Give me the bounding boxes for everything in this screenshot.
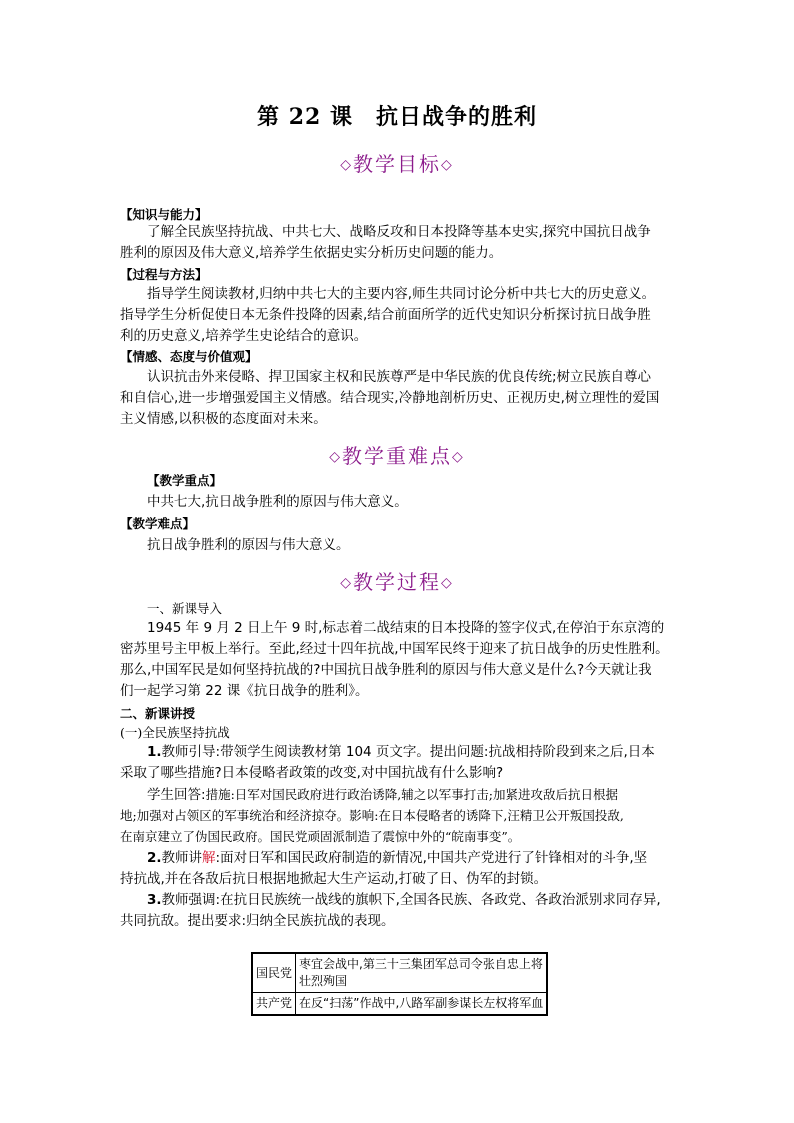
teacher-explain-line: 2.教师讲解:面对日军和国民政府制造的新情况,中国共产党进行了针锋相对的斗争,坚 [147,850,648,866]
item-number: 3. [147,892,162,908]
section-title: 教学目标 [353,152,441,176]
student-answer-line: 地;加强对占领区的军事统治和经济掠夺。影响:在日本侵略者的诱降下,汪精卫公开叛国投敌, [120,808,624,823]
method-line: 指导学生阅读教材,归纳中共七大的主要内容,师生共同讨论分析中共七大的历史意义。 [147,286,656,302]
teacher-guide-line: 采取了哪些措施?日本侵略者政策的改变,对中国抗战有什么影响? [120,765,504,781]
focus-heading: 【教学重点】 [147,473,223,488]
diamond-right-icon: ◇ [441,575,454,591]
focus-text: 中共七大,抗日战争胜利的原因与伟大意义。 [147,494,408,510]
diamond-left-icon: ◇ [340,575,353,591]
section-heading-key-points [0,440,794,469]
diamond-left-icon: ◇ [329,449,342,465]
intro-line: 密苏里号主甲板上举行。至此,经过十四年抗战,中国军民终于迎来了抗日战争的历史性胜利。 [120,641,669,657]
event-cell: 在反“扫荡”作战中,八路军副参谋长左权将军血 [296,993,548,1016]
resistance-table [251,952,548,1016]
lecture-heading: 二、新课讲授 [120,706,196,721]
difficult-heading: 【教学难点】 [120,516,196,531]
emotion-line: 主义情感,以积极的态度面对未来。 [120,411,327,427]
teacher-guide-line: 1.教师引导:带领学生阅读教材第 104 页文字。提出问题:抗战相持阶段到来之后,日本 [147,744,655,760]
subsection-heading: (一)全民族坚持抗战 [120,725,230,740]
teacher-emphasis-line: 共同抗敌。提出要求:归纳全民族抗战的表现。 [120,913,395,929]
method-line: 利的历史意义,培养学生史论结合的意识。 [120,328,368,344]
answer-label: 学生回答: [147,787,206,803]
intro-heading: 一、新课导入 [147,601,223,616]
student-answer-line: 学生回答:措施:日军对国民政府进行政治诱降,辅之以军事打击;加紧进攻敌后抗日根据 [147,787,618,803]
table-row [252,953,547,993]
item-number: 1. [147,744,162,760]
diamond-left-icon: ◇ [340,157,353,173]
party-cell: 国民党 [252,953,296,993]
section-title: 教学重难点 [342,444,452,468]
knowledge-line: 了解全民族坚持抗战、中共七大、战略反攻和日本投降等基本史实,探究中国抗日战争 [147,224,651,240]
method-line: 指导学生分析促使日本无条件投降的因素,结合前面所学的近代史知识分析探讨抗日战争胜 [120,307,651,323]
teacher-emphasis-line: 3.教师强调:在抗日民族统一战线的旗帜下,全国各民族、各政党、各政治派别求同存异, [147,892,661,908]
intro-line: 1945 年 9 月 2 日上午 9 时,标志着二战结束的日本投降的签字仪式,在停泊于东京湾的 [147,620,665,636]
knowledge-line: 胜利的原因及伟大意义,培养学生依据史实分析历史问题的能力。 [120,245,503,261]
event-cell: 枣宜会战中,第三十三集团军总司令张自忠上将壮烈殉国 [296,953,548,993]
difficult-text: 抗日战争胜利的原因与伟大意义。 [147,537,350,553]
teacher-explain-line: 持抗战,并在各敌后抗日根据地掀起大生产运动,打破了日、伪军的封锁。 [120,871,548,887]
emotion-heading: 【情感、态度与价值观】 [120,349,258,364]
page-title: 第 22 课 抗日战争的胜利 [257,104,537,130]
intro-line: 们一起学习第 22 课《抗日战争的胜利》。 [120,683,369,699]
section-title: 教学过程 [353,570,441,594]
emotion-line: 和自信心,进一步增强爱国主义情感。结合现实,冷静地剖析历史、正视历史,树立理性的爱国 [120,390,660,406]
party-cell: 共产党 [252,993,296,1016]
section-heading-goals [0,148,794,177]
section-heading-process [0,566,794,595]
item-number: 2. [147,850,162,866]
intro-line: 那么,中国军民是如何坚持抗战的?中国抗日战争胜利的原因与伟大意义是什么?今天就让我 [120,662,652,678]
method-heading: 【过程与方法】 [120,267,208,282]
table-row [252,993,547,1016]
student-answer-line: 在南京建立了伪国民政府。国民党顽固派制造了震惊中外的“皖南事变”。 [120,829,521,844]
knowledge-heading: 【知识与能力】 [120,207,208,222]
diamond-right-icon: ◇ [441,157,454,173]
diamond-right-icon: ◇ [452,449,465,465]
emotion-line: 认识抗击外来侵略、捍卫国家主权和民族尊严是中华民族的优良传统;树立民族自尊心 [147,369,652,385]
